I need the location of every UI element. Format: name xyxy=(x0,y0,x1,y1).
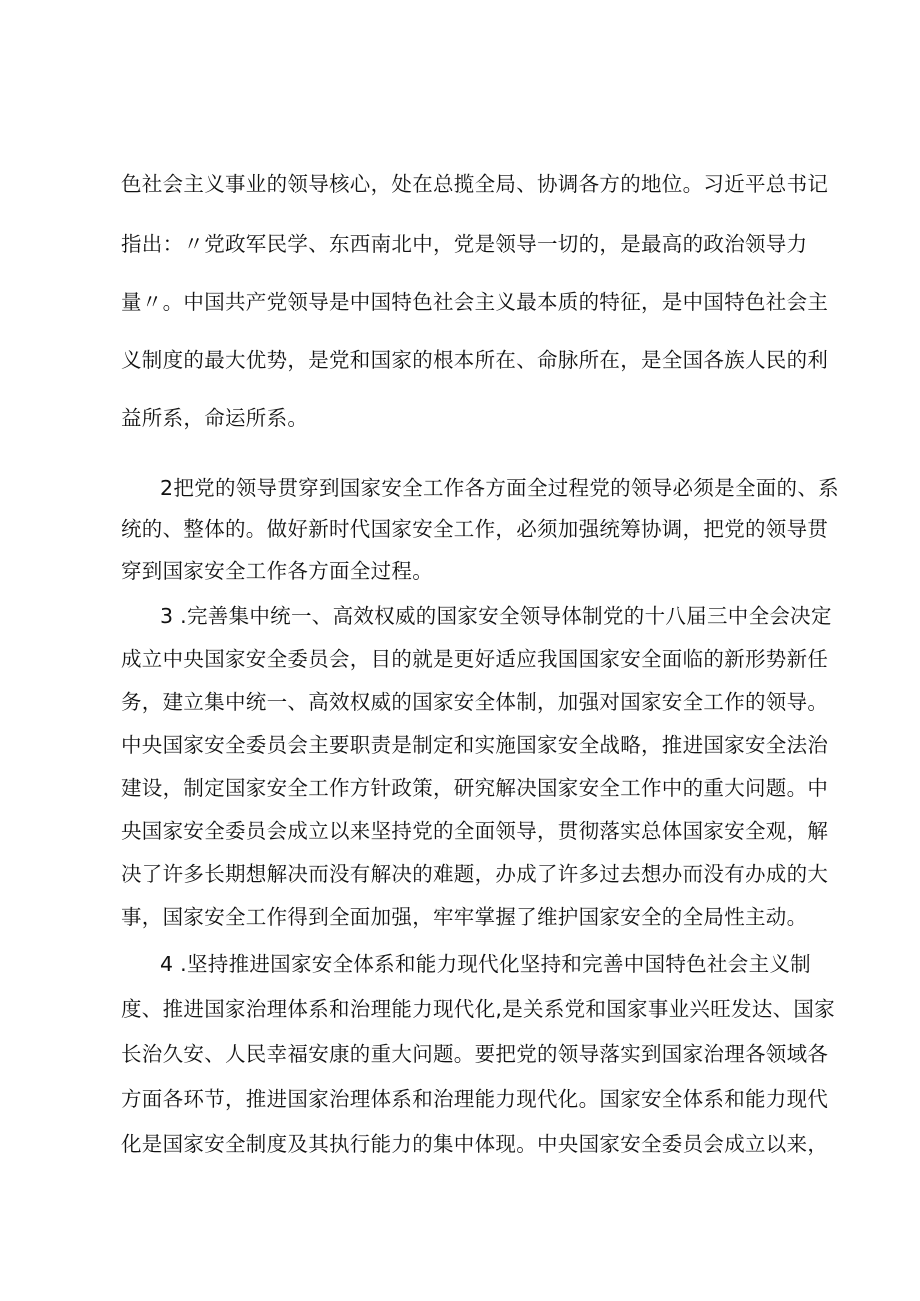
text-line: 务，建立集中统一、高效权威的国家安全体制，加强对国家安全工作的领导。 xyxy=(121,690,829,714)
text-line: 中央国家安全委员会主要职责是制定和实施国家安全战略，推进国家安全法治 xyxy=(121,733,829,757)
text-line: 央国家安全委员会成立以来坚持党的全面领导，贯彻落实总体国家安全观，解 xyxy=(121,819,829,843)
text-line: 长治久安、人民幸福安康的重大问题。要把党的领导落实到国家治理各领域各 xyxy=(121,1042,829,1066)
text-line: 量〃。中国共产党领导是中国特色社会主义最本质的特征，是中国特色社会主 xyxy=(121,290,829,314)
text-line: 方面各环节，推进国家治理体系和治理能力现代化。国家安全体系和能力现代 xyxy=(121,1087,829,1111)
text-line: 度、推进国家治理体系和治理能力现代化,是关系党和国家事业兴旺发达、国家 xyxy=(121,997,836,1021)
paragraph-first-line: 4 .坚持推进国家安全体系和能力现代化坚持和完善中国特色社会主义制 xyxy=(160,952,811,976)
text-line: 穿到国家安全工作各方面全过程。 xyxy=(121,559,433,583)
text-line: 建设，制定国家安全工作方针政策，研究解决国家安全工作中的重大问题。中 xyxy=(121,776,829,800)
text-line: 化是国家安全制度及其执行能力的集中体现。中央国家安全委员会成立以来， xyxy=(121,1132,829,1156)
text-line: 统的、整体的。做好新时代国家安全工作，必须加强统筹协调，把党的领导贯 xyxy=(121,517,829,541)
paragraph-first-line: 2把党的领导贯穿到国家安全工作各方面全过程党的领导必须是全面的、系 xyxy=(160,476,839,500)
text-line: 成立中央国家安全委员会，目的就是更好适应我国国家安全面临的新形势新任 xyxy=(121,647,829,671)
text-line: 义制度的最大优势，是党和国家的根本所在、命脉所在，是全国各族人民的利 xyxy=(121,348,829,372)
text-line: 益所系，命运所系。 xyxy=(121,406,309,430)
paragraph-first-line: 3 .完善集中统一、高效权威的国家安全领导体制党的十八届三中全会决定 xyxy=(160,604,832,628)
text-line: 色社会主义事业的领导核心，处在总揽全局、协调各方的地位。习近平总书记 xyxy=(121,172,829,196)
text-line: 指出：〃党政军民学、东西南北中，党是领导一切的，是最高的政治领导力 xyxy=(121,232,808,256)
text-line: 事，国家安全工作得到全面加强，牢牢掌握了维护国家安全的全局性主动。 xyxy=(121,905,808,929)
text-line: 决了许多长期想解决而没有解决的难题，办成了许多过去想办而没有办成的大 xyxy=(121,862,829,886)
